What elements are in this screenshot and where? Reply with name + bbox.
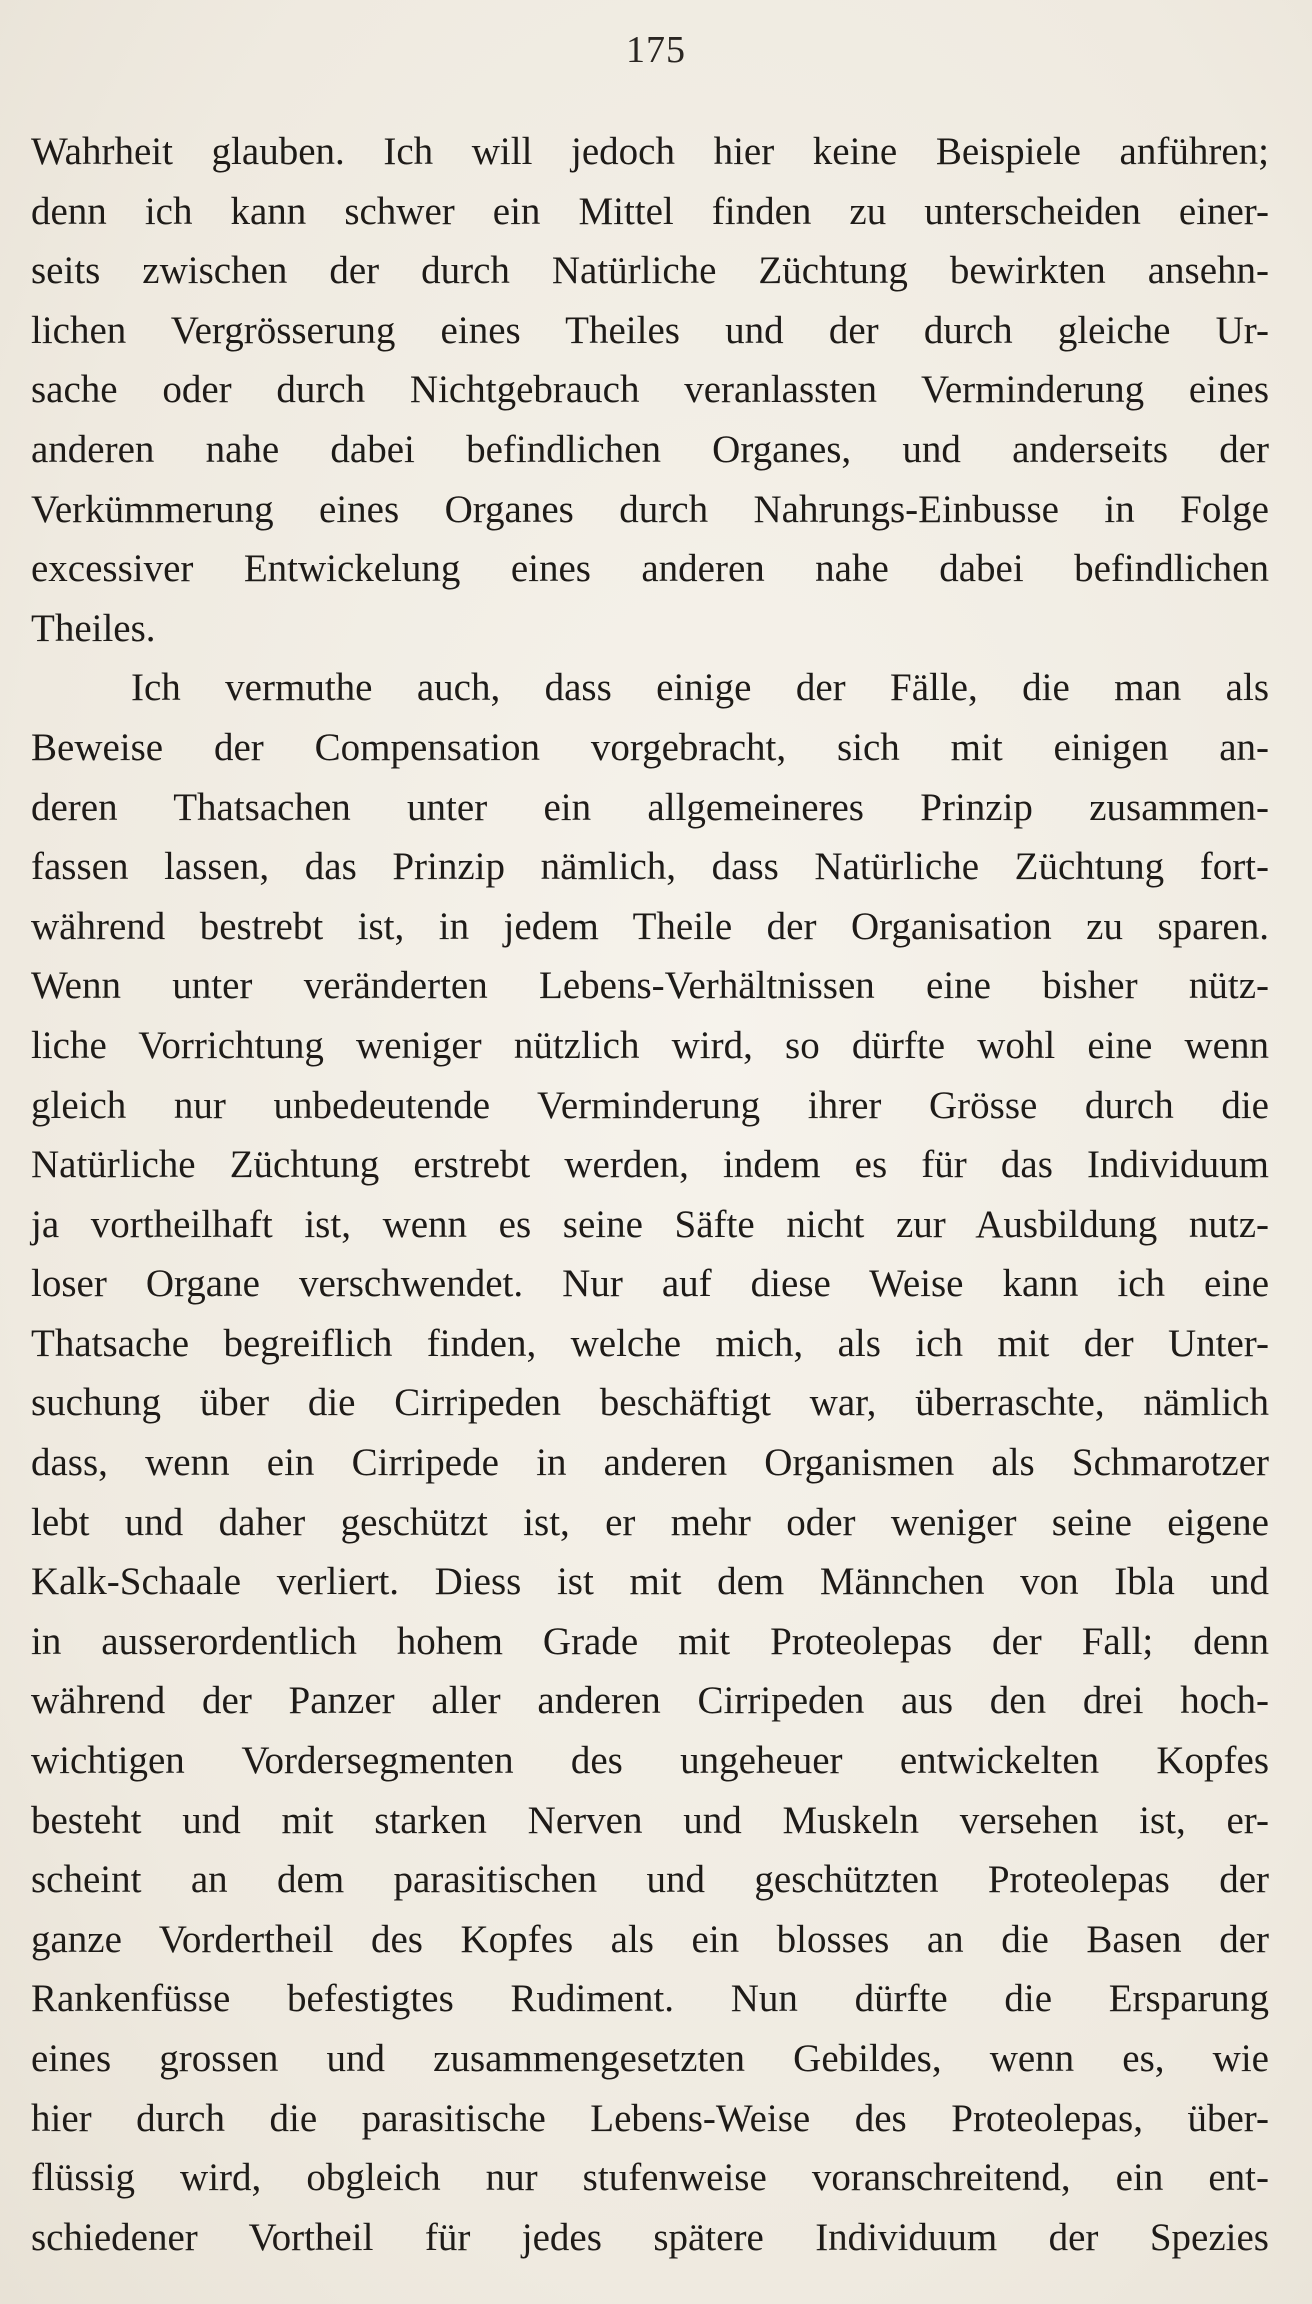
text-line: während der Panzer aller anderen Cirripeden aus den drei hoch- — [31, 1679, 1269, 1723]
text-line: fassen lassen, das Prinzip nämlich, dass Natürliche Züchtung fort- — [31, 845, 1269, 889]
text-line: loser Organe verschwendet. Nur auf diese Weise kann ich eine — [31, 1262, 1269, 1306]
text-line: Natürliche Züchtung erstrebt werden, indem es für das Individuum — [31, 1143, 1269, 1187]
text-line: Rankenfüsse befestigtes Rudiment. Nun dürfte die Ersparung — [31, 1977, 1269, 2021]
text-line: seits zwischen der durch Natürliche Züchtung bewirkten ansehn- — [31, 249, 1269, 293]
text-line: sache oder durch Nichtgebrauch veranlassten Verminderung eines — [31, 368, 1269, 412]
text-line: scheint an dem parasitischen und geschützten Proteolepas der — [31, 1858, 1269, 1902]
text-line: Kalk-Schaale verliert. Diess ist mit dem Männchen von Ibla und — [31, 1560, 1269, 1604]
text-line: besteht und mit starken Nerven und Muskeln versehen ist, er- — [31, 1798, 1269, 1842]
text-line: Verkümmerung eines Organes durch Nahrungs-Einbusse in Folge — [31, 487, 1269, 531]
text-line: dass, wenn ein Cirripede in anderen Organismen als Schmarotzer — [31, 1441, 1269, 1485]
text-line: flüssig wird, obgleich nur stufenweise voranschreitend, ein ent- — [31, 2156, 1269, 2200]
text-line: lichen Vergrösserung eines Theiles und der durch gleiche Ur- — [31, 308, 1269, 352]
text-line: lebt und daher geschützt ist, er mehr oder weniger seine eigene — [31, 1500, 1269, 1544]
text-line: hier durch die parasitische Lebens-Weise des Proteolepas, über- — [31, 2096, 1269, 2140]
text-line: gleich nur unbedeutende Verminderung ihrer Grösse durch die — [31, 1083, 1269, 1127]
text-line: ganze Vordertheil des Kopfes als ein blosses an die Basen der — [31, 1917, 1269, 1961]
text-line: schiedener Vortheil für jedes spätere Individuum der Spezies — [31, 2215, 1269, 2259]
page-number: 175 — [626, 29, 686, 71]
paragraph-end-line: Theiles. — [31, 606, 156, 650]
text-line: während bestrebt ist, in jedem Theile der Organisation zu sparen. — [31, 904, 1269, 948]
text-line: Wenn unter veränderten Lebens-Verhältnissen eine bisher nütz- — [31, 964, 1269, 1008]
text-line: anderen nahe dabei befindlichen Organes, und anderseits der — [31, 427, 1269, 471]
text-line: Beweise der Compensation vorgebracht, sich mit einigen an- — [31, 725, 1269, 769]
text-line: eines grossen und zusammengesetzten Gebildes, wenn es, wie — [31, 2037, 1269, 2080]
body-text — [31, 122, 1269, 2267]
text-line: suchung über die Cirripeden beschäftigt war, überraschte, nämlich — [31, 1381, 1269, 1425]
text-line: liche Vorrichtung weniger nützlich wird, so dürfte wohl eine wenn — [31, 1023, 1269, 1067]
paragraph-start-line: Ich vermuthe auch, dass einige der Fälle, die man als — [131, 666, 1269, 710]
text-line: in ausserordentlich hohem Grade mit Proteolepas der Fall; denn — [31, 1619, 1269, 1663]
text-line: denn ich kann schwer ein Mittel finden zu unterscheiden einer- — [31, 189, 1269, 233]
text-line: excessiver Entwickelung eines anderen nahe dabei befindlichen — [31, 547, 1269, 591]
text-line: wichtigen Vordersegmenten des ungeheuer entwickelten Kopfes — [31, 1739, 1269, 1783]
text-line: deren Thatsachen unter ein allgemeineres Prinzip zusammen- — [31, 785, 1269, 829]
text-line: Thatsache begreiflich finden, welche mich, als ich mit der Unter- — [31, 1321, 1269, 1365]
text-line: Wahrheit glauben. Ich will jedoch hier keine Beispiele anführen; — [31, 130, 1269, 173]
text-line: ja vortheilhaft ist, wenn es seine Säfte nicht zur Ausbildung nutz- — [31, 1202, 1269, 1246]
